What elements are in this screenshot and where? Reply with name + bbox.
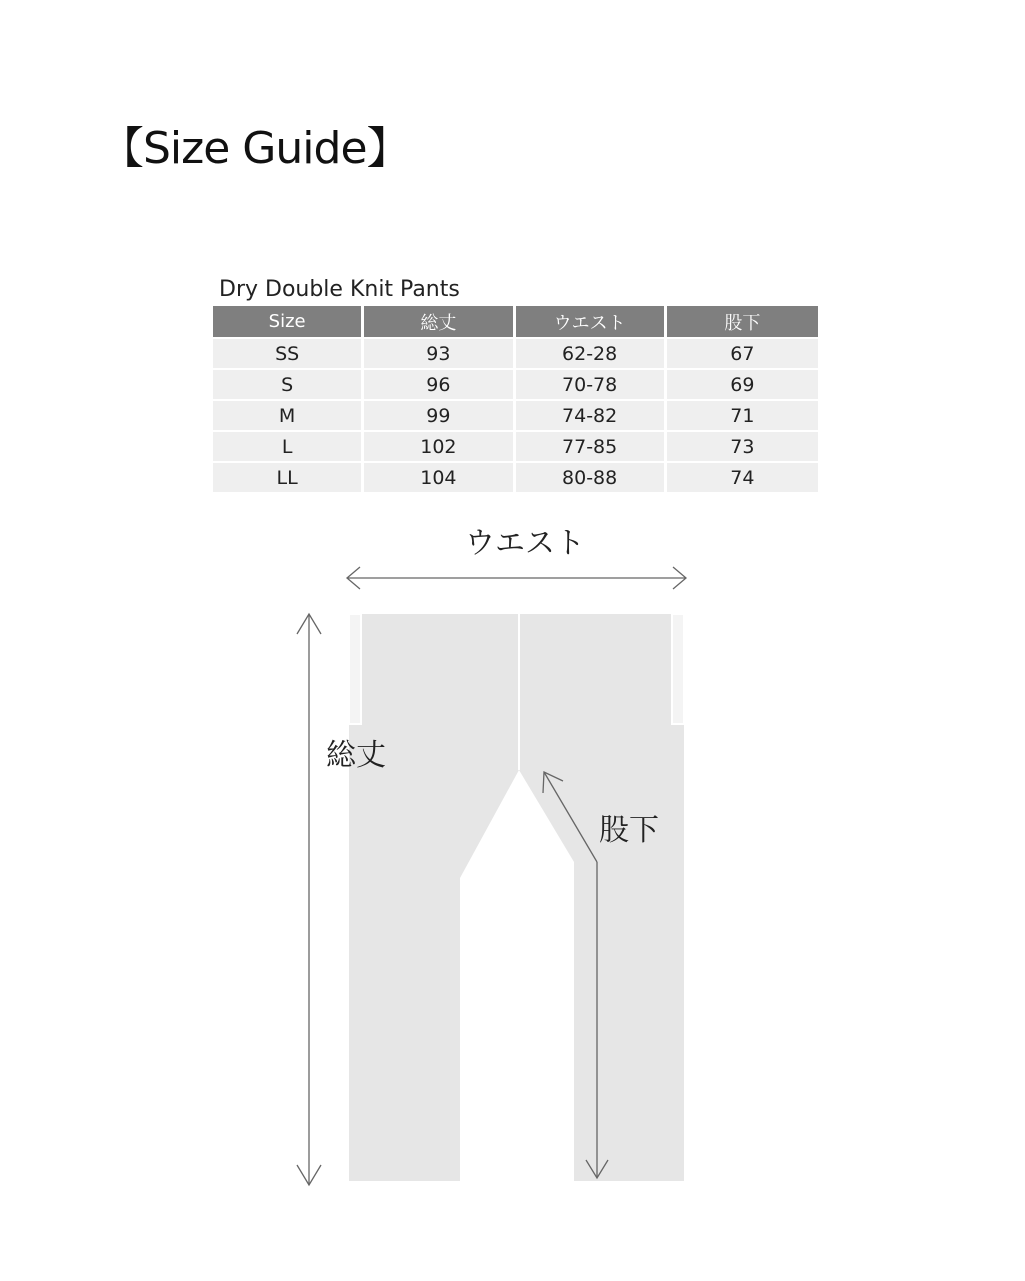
left-pocket xyxy=(349,614,361,724)
total-length-label: 総丈 xyxy=(326,738,386,773)
cell-inseam: 71 xyxy=(667,399,818,430)
cell-waist: 80-88 xyxy=(516,461,667,492)
cell-inseam: 67 xyxy=(667,337,818,368)
header-inseam: 股下 xyxy=(667,306,818,337)
cell-total-length: 104 xyxy=(364,461,515,492)
cell-inseam: 73 xyxy=(667,430,818,461)
waist-arrow xyxy=(347,567,686,589)
cell-waist: 77-85 xyxy=(516,430,667,461)
inseam-label: 股下 xyxy=(599,813,659,848)
cell-size: M xyxy=(213,399,364,430)
cell-size: S xyxy=(213,368,364,399)
header-waist: ウエスト xyxy=(516,306,667,337)
page-title: 【Size Guide】 xyxy=(100,123,410,174)
cell-waist: 62-28 xyxy=(516,337,667,368)
total-length-arrow xyxy=(297,614,321,1185)
cell-size: SS xyxy=(213,337,364,368)
cell-size: L xyxy=(213,430,364,461)
cell-waist: 74-82 xyxy=(516,399,667,430)
product-name: Dry Double Knit Pants xyxy=(219,277,460,302)
cell-size: LL xyxy=(213,461,364,492)
cell-inseam: 74 xyxy=(667,461,818,492)
cell-inseam: 69 xyxy=(667,368,818,399)
right-pocket xyxy=(672,614,684,724)
pants-silhouette xyxy=(349,614,684,1181)
cell-total-length: 96 xyxy=(364,368,515,399)
waist-label: ウエスト xyxy=(465,526,585,561)
header-total-length: 総丈 xyxy=(364,306,515,337)
cell-waist: 70-78 xyxy=(516,368,667,399)
cell-total-length: 102 xyxy=(364,430,515,461)
cell-total-length: 99 xyxy=(364,399,515,430)
header-size: Size xyxy=(213,306,364,337)
cell-total-length: 93 xyxy=(364,337,515,368)
